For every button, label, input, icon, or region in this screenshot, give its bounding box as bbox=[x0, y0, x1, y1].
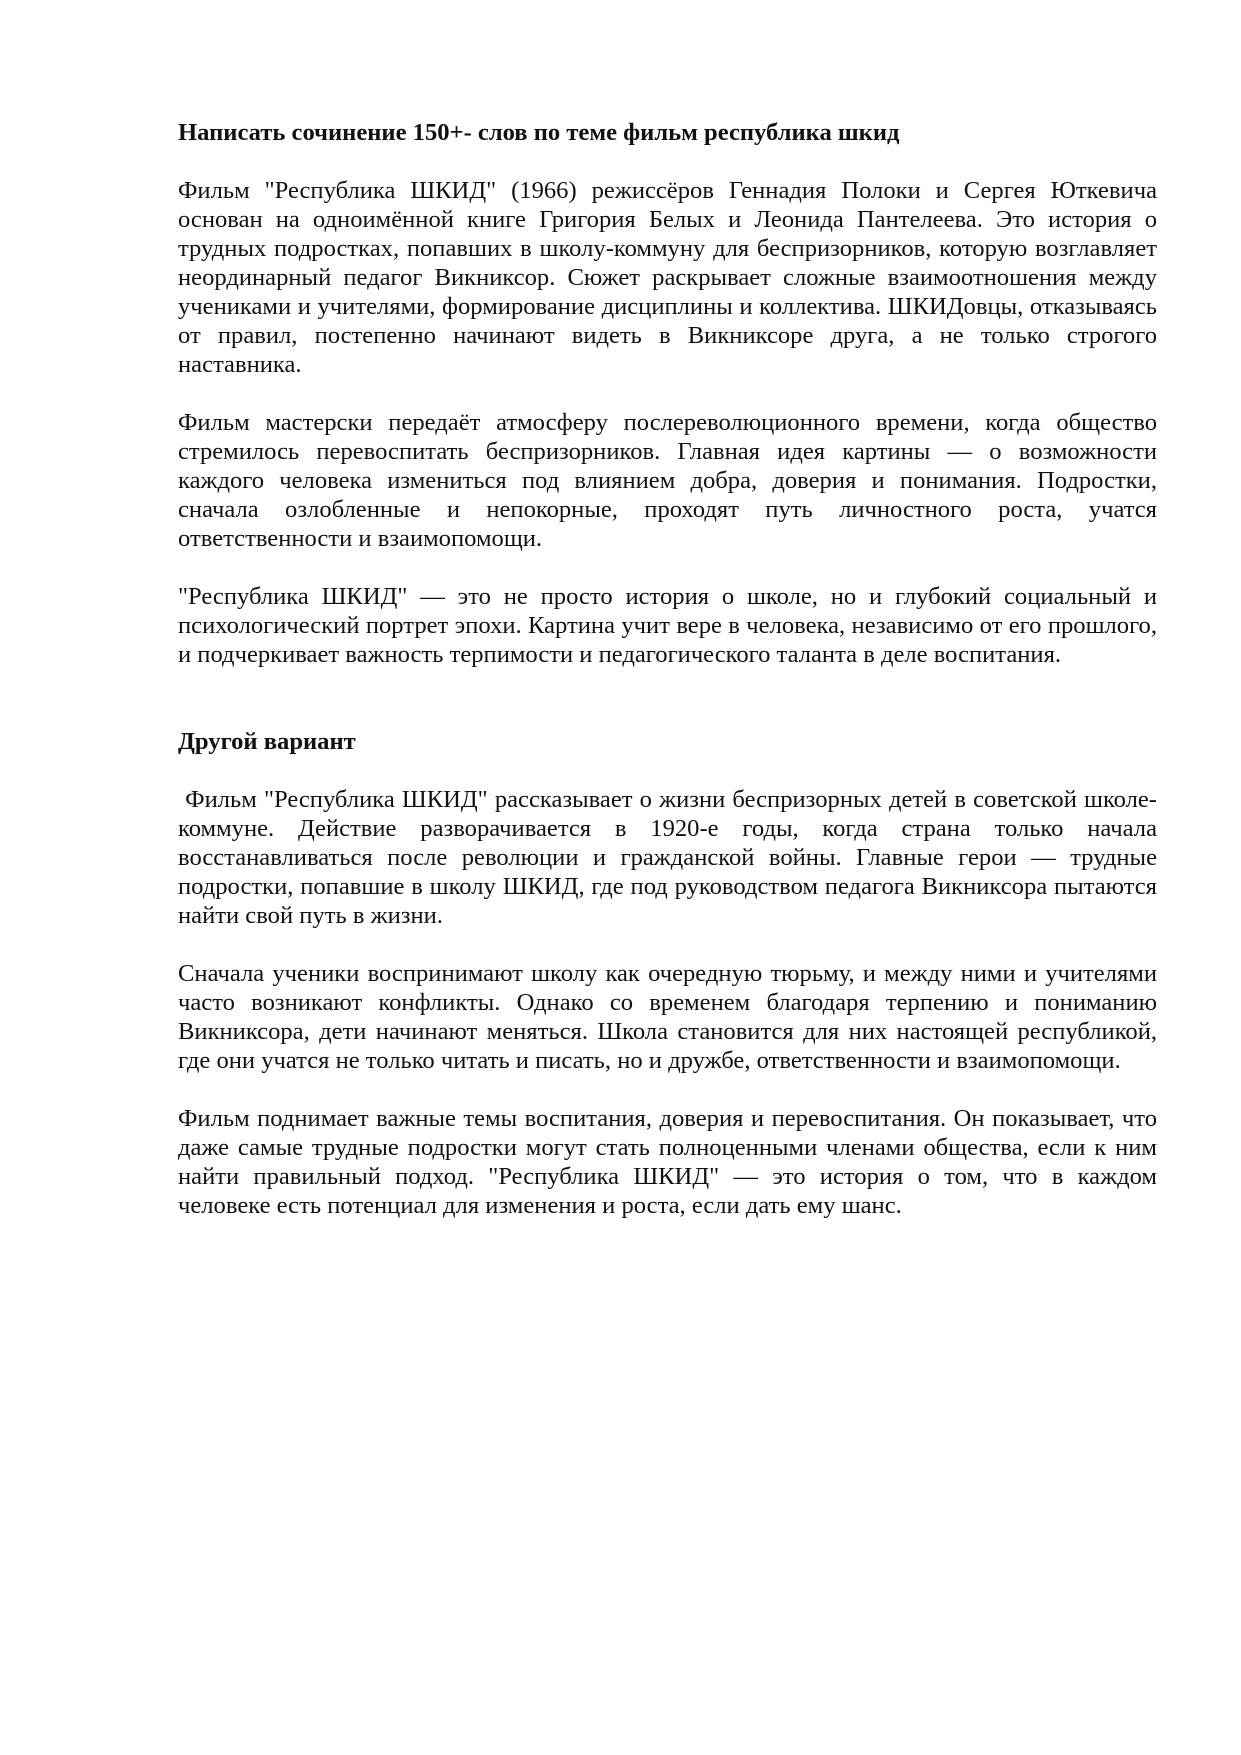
variant-heading: Другой вариант bbox=[178, 728, 356, 755]
essay-paragraph-2: Фильм мастерски передаёт атмосферу послереволюционного времени, когда общество стремилось перевоспитать беспризорников. Главная идея картины — о возможности каждого человека измениться под влиянием добра, доверия и понимания. Подростки, сначала озлобленные и непокорные, проходят путь личностного роста, учатся ответственности и взаимопомощи. bbox=[178, 409, 1157, 552]
variant-paragraph-3: Фильм поднимает важные темы воспитания, доверия и перевоспитания. Он показывает, что даже самые трудные подростки могут стать полноценными членами общества, если к ним найти правильный подход. "Республика ШКИД" — это история о том, что в каждом человеке есть потенциал для изменения и роста, если дать ему шанс. bbox=[178, 1105, 1157, 1219]
spacer bbox=[178, 553, 1157, 582]
variant-paragraph-1: Фильм "Республика ШКИД" рассказывает о жизни беспризорных детей в советской школе-коммуне. Действие разворачивается в 1920-е годы, когда страна только начала восстанавливаться после революции и гражданской войны. Главные герои — трудные подростки, попавшие в школу ШКИД, где под руководством педагога Викниксора пытаются найти свой путь в жизни. bbox=[178, 786, 1164, 929]
spacer bbox=[178, 669, 1157, 727]
spacer bbox=[178, 930, 1157, 959]
variant-paragraph-2: Сначала ученики воспринимают школу как очередную тюрьму, и между ними и учителями часто возникают конфликты. Однако со временем благодаря терпению и пониманию Викниксора, дети начинают меняться. Школа становится для них настоящей республикой, где они учатся не только читать и писать, но и дружбе, ответственности и взаимопомощи. bbox=[178, 960, 1157, 1074]
document-title: Написать сочинение 150+- слов по теме фильм республика шкид bbox=[178, 119, 900, 146]
spacer bbox=[178, 1075, 1157, 1104]
spacer bbox=[178, 147, 1157, 176]
essay-paragraph-3: "Республика ШКИД" — это не просто история о школе, но и глубокий социальный и психологический портрет эпохи. Картина учит вере в человека, независимо от его прошлого, и подчеркивает важность терпимости и педагогического таланта в деле воспитания. bbox=[178, 583, 1157, 668]
spacer bbox=[178, 756, 1157, 785]
spacer bbox=[178, 379, 1157, 408]
essay-paragraph-1: Фильм "Республика ШКИД" (1966) режиссёров Геннадия Полоки и Сергея Юткевича основан на одноимённой книге Григория Белых и Леонида Пантелеева. Это история о трудных подростках, попавших в школу-коммуну для беспризорников, которую возглавляет неординарный педагог Викниксор. Сюжет раскрывает сложные взаимоотношения между учениками и учителями, формирование дисциплины и коллектива. ШКИДовцы, отказываясь от правил, постепенно начинают видеть в Викниксоре друга, а не только строгого наставника. bbox=[178, 177, 1157, 378]
document-page bbox=[178, 118, 1164, 1220]
